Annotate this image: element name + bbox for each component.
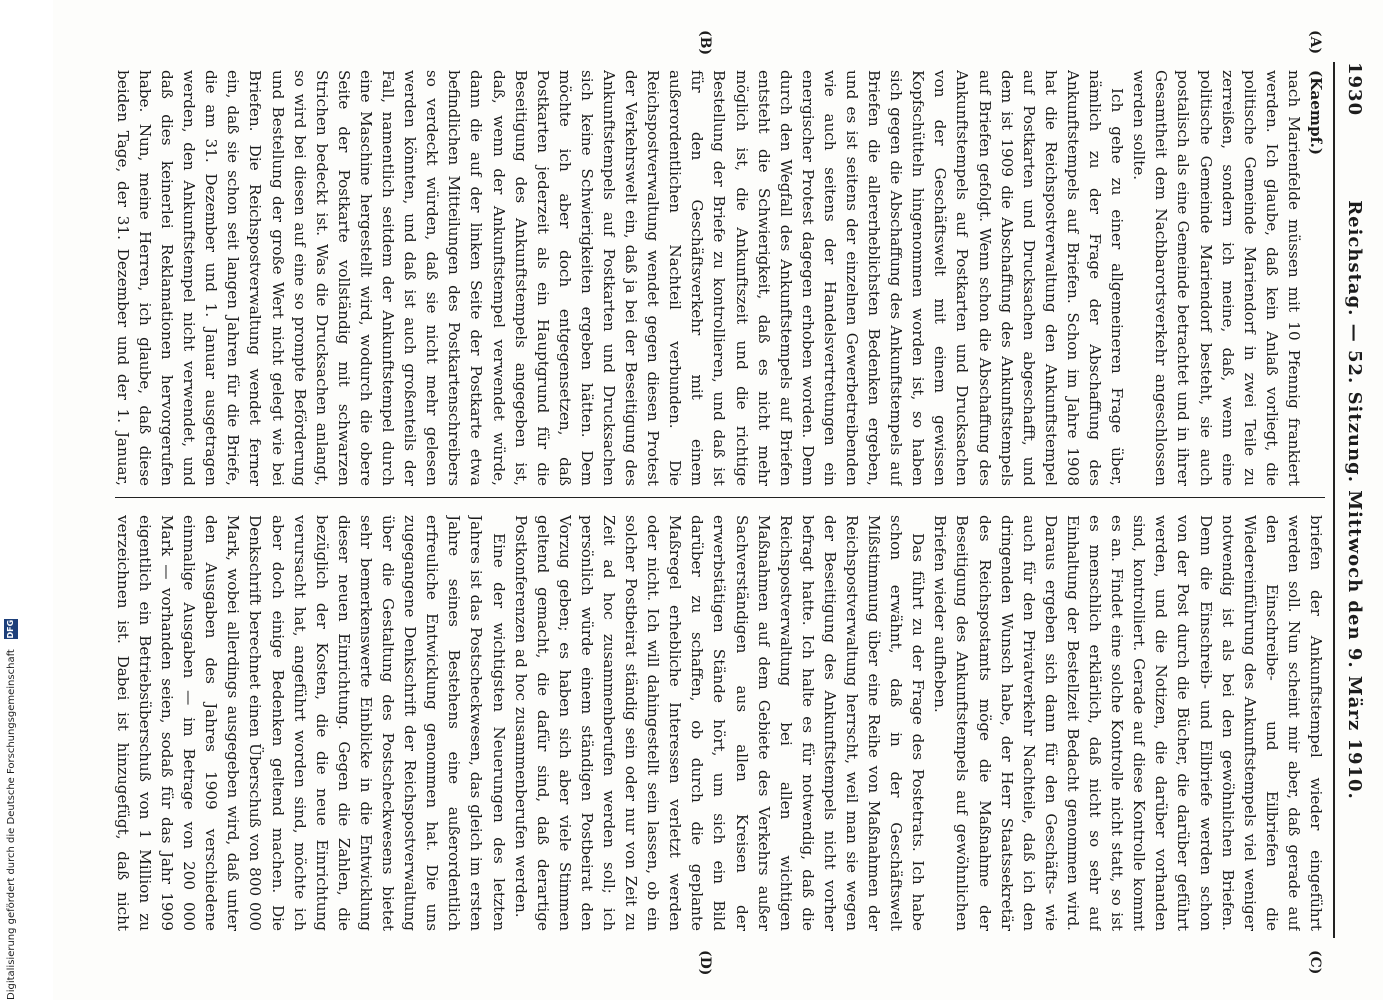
right-column	[112, 515, 1327, 931]
paragraph: Das führt zu der Frage des Postetrats. Ich habe schon erwähnt, daß in der Geschäftswelt Mißstimmung über eine Reihe von Maßnahmen der Reichspostverwaltung herrscht, weil man sie wegen der Beseitigung des Ankunftstempels nicht vorher befragt hatte. Ich halte es für notwendig, daß die Reichspostverwaltung bei allen wichtigen Maßnahmen auf dem Gebiete des Verkehrs außer Sachverständigen aus allen Kreisen der erwerbstätigen Stände hört, um sich ein Bild darüber zu schaffen, ob durch die geplante Maßregel erhebliche Interessen verletzt werden oder nicht. Ich will dahingestellt sein lassen, ob ein solcher Postbeirat ständig sein oder nur von Zeit zu Zeit ad hoc zusammenberufen werden soll; ich persönlich würde einem ständigen Postbeirat den Vorzug geben; es haben sich aber viele Stimmen geltend gemacht, die dafür sind, daß derartige Postkonferenzen ad hoc zusammenberufen werden.	[511, 515, 928, 931]
page-header	[1335, 62, 1365, 938]
paragraph: Eine der wichtigsten Neuerungen des letzten Jahres ist das Postscheckwesen, das gleich im ersten Jahre seines Bestehens eine außerordentlich erfreuliche Entwicklung genommen hat. Die uns zugegangene Denkschrift der Reichspostverwaltung über die Gestaltung des Postscheckwesens bietet sehr bemerkenswerte Einblicke in die Entwicklung dieser neuen Einrichtung. Gegen die Zahlen, die bezüglich der Kosten, die die neue Einrichtung verursacht hat, angeführt worden sind, möchte ich aber doch einige Bedenken geltend machen. Die Denkschrift berechnet einen Überschuß von 800 000 Mark, wobei allerdings ausgegeben wird, daß unter den Ausgaben des Jahres 1909 verschiedene einmalige Ausgaben — im Betrage von 200 000 Mark — vorhanden seien, sodaß für das Jahr 1909 eigentlich ein Betriebsüberschuß von 1 Million zu verzeichnen ist. Dabei ist hinzugefügt, daß nicht	[113, 515, 508, 931]
digitization-credit	[0, 0, 22, 1000]
header-rule	[1333, 62, 1335, 938]
speaker-name: (Kaempf.)	[1307, 70, 1325, 156]
left-column	[112, 70, 1327, 486]
margin-letter-c: (C)	[1307, 950, 1323, 975]
margin-letter-a: (A)	[1307, 30, 1323, 55]
margin-letter-d: (D)	[697, 950, 713, 976]
page-title: Reichstag. — 52. Sitzung. Mittwoch den 9. März 1910.	[1344, 200, 1365, 800]
paragraph: Ich gehe zu einer allgemeineren Frage über, nämlich zu der Frage der Abschaffung des Ankunftstempels auf Briefen. Schon im Jahre 1908 hat die Reichspostverwaltung den Ankunftstempel auf Postkarten und Drucksachen abgeschafft, und dem ist 1909 die Abschaffung des Ankunftstempels auf Briefen gefolgt. Wenn schon die Abschaffung des Ankunftstempels auf Postkarten und Drucksachen von der Geschäftswelt mit einem gewissen Kopfschütteln hingenommen worden ist, so haben sich gegen die Abschaffung des Ankunftstempels auf Briefen die allererheblichsten Bedenken ergeben, und es ist seitens der einzelnen Gewerbetreibenden wie auch seitens der Handelsvertretungen ein energischer Protest dagegen erhoben worden. Denn durch den Wegfall des Ankunftstempels auf Briefen entsteht die Schwierigkeit, daß es nicht mehr möglich ist, die Ankunftszeit und die richtige Bestellung der Briefe zu kontrollieren, und daß ist für den Geschäftsverkehr mit einem außerordentlichen Nachteil verbunden. Die Reichspostverwaltung wendet gegen diesen Protest der Verkehrswelt ein, daß ja bei der Beseitigung des Ankunftstempels auf Postkarten und Drucksachen sich keine Schwierigkeiten ergeben hätten. Dem möchte ich aber doch entgegensetzen, daß Postkarten jederzeit als ein Hauptgrund für die Beseitigung des Ankunftstempels angegeben ist, daß, wenn der Ankunftstempel verwendet würde, dann die auf der linken Seite der Postkarte etwa befindlichen Mitteilungen des Postkartenschreibers so verdeckt würden, daß sie nicht mehr gelesen werden könnten, und daß ist auch großenteils der Fall, namentlich seitdem der Ankunftstempel durch eine Maschine hergestellt wird, wodurch die obere Seite der Postkarte vollständig mit schwarzen Strichen bedeckt ist. Was die Drucksachen anlangt, so wird bei diesen auf eine so prompte Beförderung und Bestellung der große Wert nicht gelegt wie bei Briefen. Die Reichspostverwaltung wendet ferner ein, daß sie schon seit langen Jahren für die Briefe, die am 31. Dezember und 1. Januar ausgetragen werden, den Ankunftstempel nicht verwendet, und daß dies keinerlei Reklamationen hervorgerufen habe. Nun, meine Herren, ich glaube, daß diese beiden Tage, der 31. Dezember und der 1. Januar,	[113, 70, 1127, 486]
credit-text: Digitalisierung gefördert durch die Deutsche Forschungsgemeinschaft	[5, 649, 17, 1000]
margin-letter-b: (B)	[697, 30, 713, 56]
dfg-logo: DFG	[4, 619, 18, 639]
page-number: 1930	[1344, 62, 1365, 117]
paragraph: nach Marienfelde müssen mit 10 Pfennig frankiert werden. Ich glaube, daß kein Anlaß vorliegt, die politische Gemeinde Mariendorf in zwei Teile zu zerreißen, sondern ich meine, daß, wenn eine politische Gemeinde Mariendorf besteht, sie auch postalisch als eine Gemeinde betrachtet und in ihrer Gesamtheit dem Nachbarortsverkehr angeschlossen werden sollte.	[1130, 70, 1303, 486]
column-divider	[115, 497, 1325, 498]
paragraph: briefen der Ankunftstempel wieder eingeführt werden soll. Nun scheint mir aber, daß gerade auf den Einschreibe- und Eilbriefen die Wiedereinführung des Ankunftstempels viel weniger notwendig ist als bei den gewöhnlichen Briefen. Denn die Einschreib- und Eilbriefe werden schon von der Post durch die Bücher, die darüber geführt werden, und die Notizen, die darüber vorhanden sind, kontrolliert. Gerade auf diese Kontrolle kommt es an. Findet eine solche Kontrolle nicht statt, so ist es menschlich erklärlich, daß nicht so sehr auf Einhaltung der Bestellzeit Bedacht genommen wird. Daraus ergeben sich dann für den Geschäfts- wie auch für den Privatverkehr Nachteile, daß ich den dringenden Wunsch habe, der Herr Staatssekretär des Reichspostamts möge die Maßnahme der Beseitigung des Ankunftstempels auf gewöhnlichen Briefen wieder aufheben.	[931, 515, 1325, 931]
scanned-page	[53, 0, 1383, 1000]
speaker-line	[1305, 70, 1327, 486]
